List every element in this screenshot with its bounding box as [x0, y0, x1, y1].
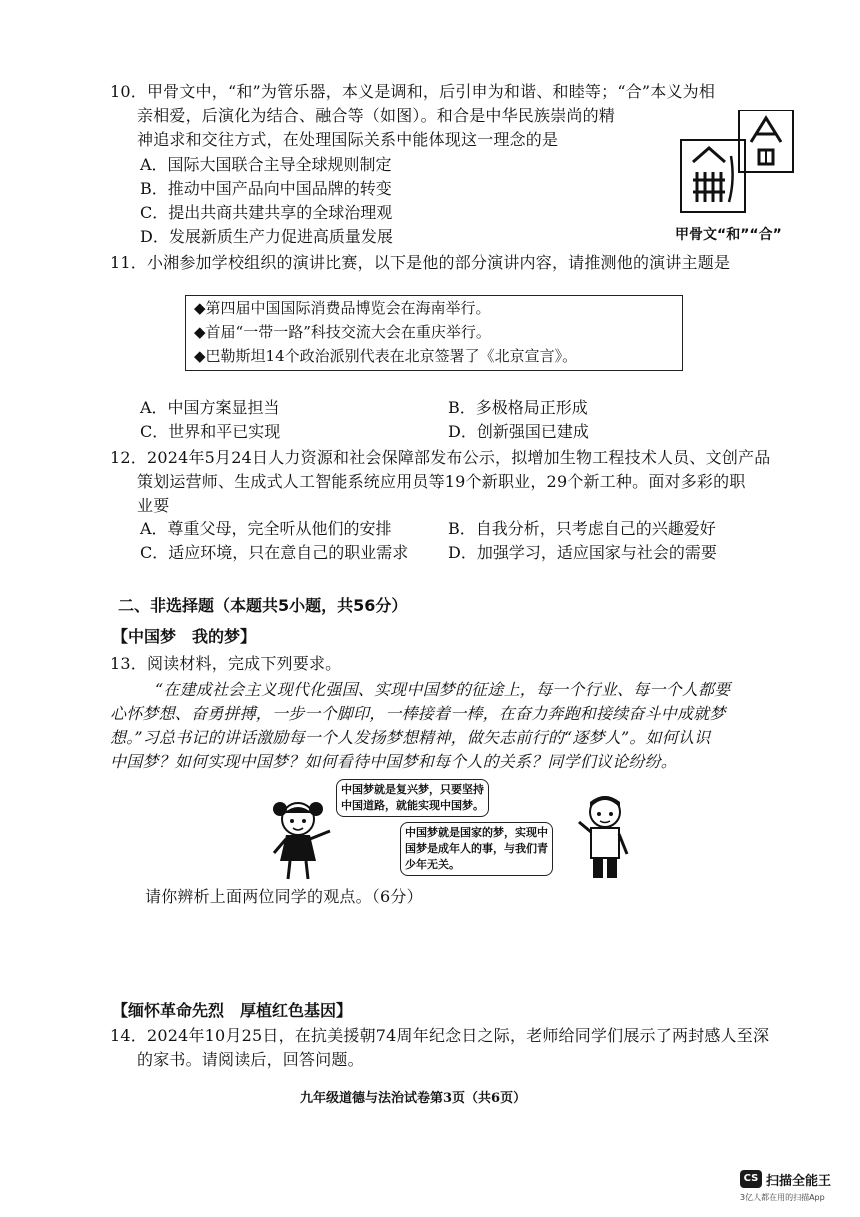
q12-line2: 策划运营师、生成式人工智能系统应用员等19个新职业，29个新工种。面对多彩的职: [137, 472, 746, 491]
page-footer: 九年级道德与法治试卷第3页（共6页）: [300, 1091, 527, 1106]
scanner-logo: CS: [740, 1170, 762, 1188]
q10-option-b: B．推动中国产品向中国品牌的转变: [140, 179, 392, 198]
scanner-tagline: 3亿人都在用的扫描App: [740, 1193, 825, 1202]
girl-speech-bubble: [336, 779, 489, 817]
q11-option-a: A．中国方案显担当: [140, 398, 280, 417]
q13-question: 请你辨析上面两位同学的观点。（6分）: [145, 887, 423, 906]
q11-material-box: [185, 295, 683, 371]
q12-option-a: A．尊重父母，完全听从他们的安排: [140, 519, 392, 538]
boy-speech-bubble: [400, 822, 553, 876]
q11-option-c: C．世界和平已实现: [140, 422, 281, 441]
box-item: ◆首届“一带一路”科技交流大会在重庆举行。: [194, 323, 491, 341]
bubble-line: 中国梦就是复兴梦，只要坚持: [341, 783, 484, 796]
q14-line2: 的家书。请阅读后，回答问题。: [137, 1050, 364, 1069]
box-item: ◆巴勒斯坦14个政治派别代表在北京签署了《北京宣言》。: [194, 347, 578, 365]
q10-line1: 10．甲骨文中，“和”为管乐器，本义是调和，后引申为和谐、和睦等；“合”本义为相: [110, 82, 716, 101]
bubble-line: 中国梦就是国家的梦，实现中: [405, 826, 548, 839]
q14-line1: 14．2024年10月25日，在抗美援朝74周年纪念日之际，老师给同学们展示了两封感人至深: [110, 1026, 770, 1045]
q10-option-d: D．发展新质生产力促进高质量发展: [140, 227, 393, 246]
q11-stem: 11．小湘参加学校组织的演讲比赛，以下是他的部分演讲内容，请推测他的演讲主题是: [110, 253, 731, 272]
q12-line1: 12．2024年5月24日人力资源和社会保障部发布公示，拟增加生物工程技术人员、文创产品: [110, 448, 771, 467]
q12-line3: 业要: [137, 496, 170, 515]
scanner-app-name: 扫描全能王: [766, 1174, 832, 1189]
theme-heading-2: 【缅怀革命先烈 厚植红色基因】: [112, 1001, 353, 1020]
q12-option-c: C．适应环境，只在意自己的职业需求: [140, 543, 409, 562]
bubble-line: 少年无关。: [405, 858, 460, 871]
q10-line2: 亲相爱，后演化为结合、融合等（如图）。和合是中华民族崇尚的精: [137, 106, 616, 125]
oracle-bone-figure: [675, 110, 800, 245]
q12-option-b: B．自我分析，只考虑自己的兴趣爱好: [448, 519, 716, 538]
bubble-line: 中国道路，就能实现中国梦。: [341, 799, 484, 812]
q13-quote-line: “在建成社会主义现代化强国、实现中国梦的征途上，每一个行业、每一个人都要: [155, 680, 731, 699]
q13-stem: 13．阅读材料，完成下列要求。: [110, 654, 342, 673]
q10-option-a: A．国际大国联合主导全球规则制定: [140, 155, 392, 174]
boy-student-illustration: [575, 792, 635, 882]
q11-option-b: B．多极格局正形成: [448, 398, 588, 417]
q10-line3: 神追求和交往方式，在处理国际关系中能体现这一理念的是: [137, 130, 559, 149]
q12-option-d: D．加强学习，适应国家与社会的需要: [448, 543, 717, 562]
figure-caption: 甲骨文“和”“合”: [675, 227, 782, 243]
q13-quote-line: 中国梦？如何实现中国梦？如何看待中国梦和每个人的关系？同学们议论纷纷。: [110, 752, 678, 771]
q11-option-d: D．创新强国已建成: [448, 422, 589, 441]
section2-title: 二、非选择题（本题共5小题，共56分）: [118, 596, 408, 615]
theme-heading-1: 【中国梦 我的梦】: [112, 627, 257, 646]
q13-quote-line: 心怀梦想、奋勇拼搏，一步一个脚印，一棒接着一棒，在奋力奔跑和接续奋斗中成就梦: [110, 704, 726, 723]
q13-quote-line: 想。”习总书记的讲话激励每一个人发扬梦想精神，做矢志前行的“逐梦人”。如何认识: [110, 728, 711, 747]
girl-student-illustration: [268, 795, 338, 885]
q10-option-c: C．提出共商共建共享的全球治理观: [140, 203, 393, 222]
bubble-line: 国梦是成年人的事，与我们青: [405, 842, 548, 855]
box-item: ◆第四届中国国际消费品博览会在海南举行。: [194, 299, 491, 317]
